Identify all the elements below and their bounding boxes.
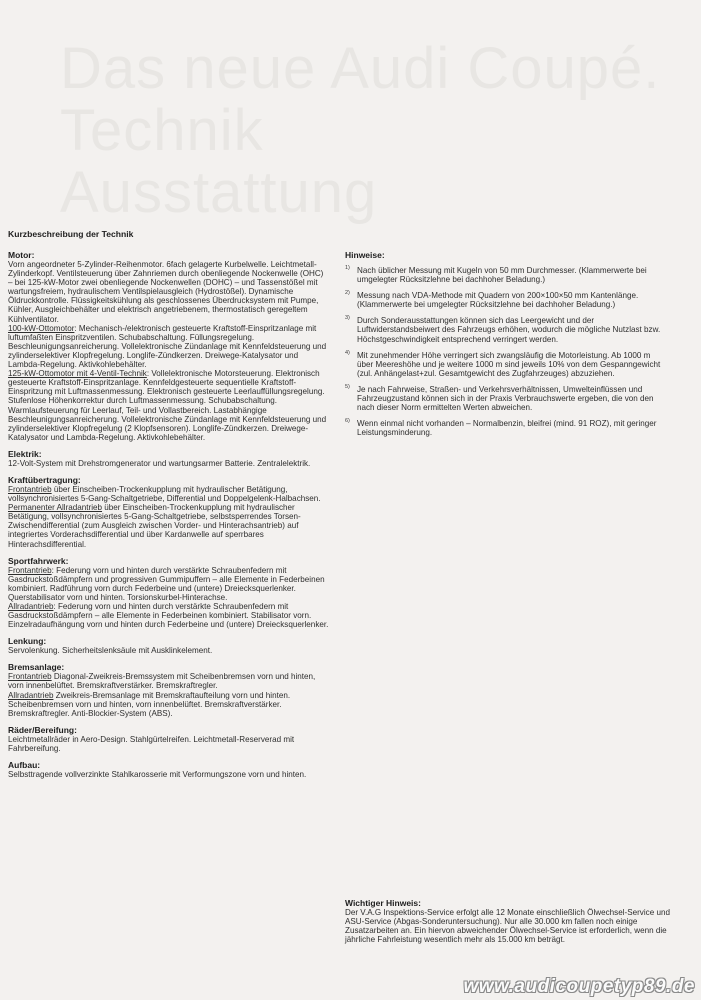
notes-column — [345, 250, 667, 444]
section-heading: Kraftübertragung: — [8, 474, 81, 485]
note-text: Nach üblicher Messung mit Kugeln von 50 mm Durchmesser. (Klammerwerte bei umgelegter Rücksitzlehne bei dachhoher Beladung.) — [357, 266, 647, 285]
section-paragraph — [8, 691, 330, 718]
section-paragraph — [8, 324, 330, 369]
section — [8, 449, 330, 468]
note-text: Je nach Fahrweise, Straßen- und Verkehrsverhältnissen, Umwelteinflüssen und Fahrzeugzustand können sich in der Praxis Verbrauchswerte ergeben, die von den nach dieser Norm ermittelten Werten abweichen. — [357, 384, 654, 413]
paragraph-text: Leichtmetallräder in Aero-Design. Stahlgürtelreifen. Leichtmetall-Reserverad mit Fahrbereifung. — [8, 734, 295, 753]
note-number: 2) — [345, 290, 350, 297]
note-number: 1) — [345, 265, 350, 271]
section — [8, 636, 330, 655]
section-paragraph — [8, 602, 330, 629]
section-paragraph — [8, 369, 330, 442]
notes-list — [345, 266, 667, 437]
paragraph-text: 12-Volt-System mit Drehstromgenerator und wartungsarmer Batterie. Zentralelektrik. — [8, 458, 311, 468]
note-text: Wenn einmal nicht vorhanden – Normalbenzin, bleifrei (mind. 91 ROZ), mit geringer Leistungsminderung. — [357, 419, 657, 438]
paragraph-lead: Allradantrieb — [8, 690, 54, 700]
section-heading: Aufbau: — [8, 760, 41, 771]
note-item — [345, 316, 667, 343]
paragraph-lead: Frontantrieb — [8, 565, 52, 575]
section-paragraph — [8, 503, 330, 548]
paragraph-text: : Mechanisch-/elektronisch gesteuerte Kraftstoff-Einspritzanlage mit luftumfaßten Einspritzventilen. Schubabschaltung. Füllungsregelung. Beschleunigungsanreicherung. Vollelektronische Zündanlage mit Kennfeldsteuerung und zylinderselektiver Klopfregelung. Longlife-Zündkerzen. Dreiwege-Katalysator und Lambda-Regelung. Aktivkohlebehälter. — [8, 323, 327, 370]
background-ghost-heading: Das neue Audi Coupé. Technik Ausstattung — [60, 36, 661, 225]
section-paragraph — [8, 485, 330, 503]
paragraph-lead: 125-kW-Ottomotor mit 4-Ventil-Technik — [8, 369, 147, 379]
note-item — [345, 351, 667, 378]
paragraph-text: Zweikreis-Bremsanlage mit Bremskraftaufteilung vorn und hinten. Scheibenbremsen vorn und hinten, vorn innenbelüftet. Bremskraftverstärker. Bremskraftregler. Anti-Blockier-System (ABS). — [8, 690, 291, 718]
important-notice — [345, 898, 675, 944]
note-item — [345, 419, 667, 437]
section-paragraph — [8, 770, 330, 779]
section — [8, 556, 330, 630]
technical-description-column — [8, 250, 330, 786]
note-number: 6) — [345, 418, 350, 425]
paragraph-text: Vorn angeordneter 5-Zylinder-Reihenmotor. 6fach gelagerte Kurbelwelle. Leichtmetall-Zylinderkopf. Ventilsteuerung über Zahnriemen durch obenliegende Nockenwelle (OHC) – bei 125-kW-Motor zwei obenliegende Nockenwellen (DOHC) – und Tassenstößel mit wartungsfreiem, hydraulischem Ventilspielausgleich (Hydrostößel). Dynamische Öldruckkontrolle. Flüssigkeitskühlung als geschlossenes Überdrucksystem mit Pumpe, Kühler, Ausgleichbehälter und elektrisch angetriebenem, thermostatisch geregeltem Kühlventilator. — [8, 260, 324, 324]
section — [8, 760, 330, 779]
note-text: Mit zunehmender Höhe verringert sich zwangsläufig die Motorleistung. Ab 1000 m über Meereshöhe und je weitere 1000 m sind jeweils 10% von dem Gespanngewicht (zul. Anhängelast+zul. Gesamtgewicht des Zugfahrzeuges) abzuziehen. — [357, 350, 661, 378]
paragraph-text: : Federung vorn und hinten durch verstärkte Schraubenfedern mit Gasdruckstoßdämpfern – alle Elemente in Federbeinen kombiniert. Stabilisator vorn. Einzelradaufhängung vorn und hinten durch Federbeine und (untere) Dreiecksquerlenker. — [8, 602, 329, 630]
paragraph-text: Selbsttragende vollverzinkte Stahlkarosserie mit Verformungszone vorn und hinten. — [8, 770, 307, 780]
note-text: Messung nach VDA-Methode mit Quadern von 200×100×50 mm Kantenlänge. (Klammerwerte bei umgelegter Rücksitzlehne bei dachhoher Beladung.) — [357, 291, 639, 310]
section-heading: Elektrik: — [8, 448, 42, 459]
section — [8, 250, 330, 442]
section-heading: Lenkung: — [8, 636, 47, 647]
section-heading: Motor: — [8, 250, 35, 260]
section-paragraph — [8, 735, 330, 753]
note-number: 4) — [345, 349, 350, 356]
important-notice-heading: Wichtiger Hinweis: — [345, 898, 421, 908]
section-paragraph — [8, 646, 330, 655]
section-paragraph — [8, 459, 330, 468]
paragraph-lead: Permanenter Allradantrieb — [8, 503, 103, 513]
note-item — [345, 385, 667, 412]
section-paragraph — [8, 672, 330, 690]
page-title: Kurzbeschreibung der Technik — [8, 229, 134, 239]
section-heading: Bremsanlage: — [8, 662, 65, 673]
paragraph-text: : Federung vorn und hinten durch verstärkte Schraubenfedern mit Gasdruckstoßdämpfern und progressiven Gummipuffern – alle Elemente in Federbeinen kombiniert. Radführung vorn durch Federbeine und (untere) Dreiecksquerlenker. Querstabilisator vorn und hinten. Torsionskurbel-Hinterachse. — [8, 565, 325, 602]
section — [8, 725, 330, 753]
paragraph-lead: 100-kW-Ottomotor — [8, 323, 75, 333]
important-notice-text: Der V.A.G Inspektions-Service erfolgt alle 12 Monate einschließlich Ölwechsel-Service und ASU-Service (Abgas-Sonderuntersuchung). Nur alle 30.000 km fallen noch einige Zusatzarbeiten an. Ein hiervon abweichender Ölwechsel-Service ist erforderlich, wenn die jährliche Fahrleistung wesentlich mehr als 15.000 km beträgt. — [345, 908, 670, 945]
notes-heading: Hinweise: — [345, 250, 385, 260]
paragraph-text: Servolenkung. Sicherheitslenksäule mit Ausklinkelement. — [8, 646, 213, 656]
note-number: 3) — [345, 315, 350, 322]
paragraph-text: über Einscheiben-Trockenkupplung mit hydraulischer Betätigung, vollsynchronisiertes 5-Gang-Schaltgetriebe, Differential und Doppelgelenk-Halbachsen. — [8, 484, 321, 504]
note-number: 5) — [345, 383, 350, 390]
section-paragraph — [8, 260, 330, 324]
paragraph-lead: Frontantrieb — [8, 672, 52, 682]
paragraph-text: Diagonal-Zweikreis-Bremssystem mit Scheibenbremsen vorn und hinten, vorn innenbelüftet. Bremskraftverstärker. Bremskraftregler. — [8, 672, 316, 691]
paragraph-text: : Vollelektronische Motorsteuerung. Elektronisch gesteuerte Kraftstoff-Einspritzanlage. Kennfeldgesteuerte sequentielle Kraftstoff-Einspritzung mit Luftmassenmessung. Elektronisch gesteuerte Leerlauffüllungsregelung. Stufenlose Höhenkorrektur durch Luftmassenmessung. Schubabschaltung. Warmlaufsteuerung für Leerlauf, Teil- und Vollastbereich. Lastabhängige Beschleunigungsanreicherung. Vollelektronische Zündanlage mit Kennfeldsteuerung und zylinderselektiver Klopfregelung (2 Klopfsensoren). Longlife-Zündkerzen. Dreiwege-Katalysator und Lambda-Regelung. Aktivkohlebehälter. — [8, 369, 327, 442]
section-paragraph — [8, 566, 330, 602]
section-heading: Räder/Bereifung: — [8, 724, 77, 735]
note-item — [345, 291, 667, 309]
paragraph-lead: Frontantrieb — [8, 484, 52, 494]
note-item — [345, 266, 667, 284]
note-text: Durch Sonderausstattungen können sich das Leergewicht und der Luftwiderstandsbeiwert des Fahrzeugs erhöhen, wodurch die mögliche Nutzlast bzw. Höchstgeschwindigkeit entsprechend verringert werden. — [357, 316, 661, 344]
website-watermark: www.audicoupetyp89.de — [463, 976, 695, 997]
section — [8, 475, 330, 549]
paragraph-lead: Allradantrieb — [8, 602, 54, 611]
section — [8, 662, 330, 717]
paragraph-text: über Einscheiben-Trockenkupplung mit hydraulischer Betätigung, vollsynchronisiertes 5-Gang-Schaltgetriebe, selbstsperrendes Torsen-Zwischendifferential (zum Ausgleich zwischen Vorder- und Hinterachsantrieb) auf integriertes Vorderachsdifferential und über Kardanwelle auf sperrbares Hinterachsdifferential. — [8, 503, 301, 549]
section-heading: Sportfahrwerk: — [8, 555, 69, 566]
